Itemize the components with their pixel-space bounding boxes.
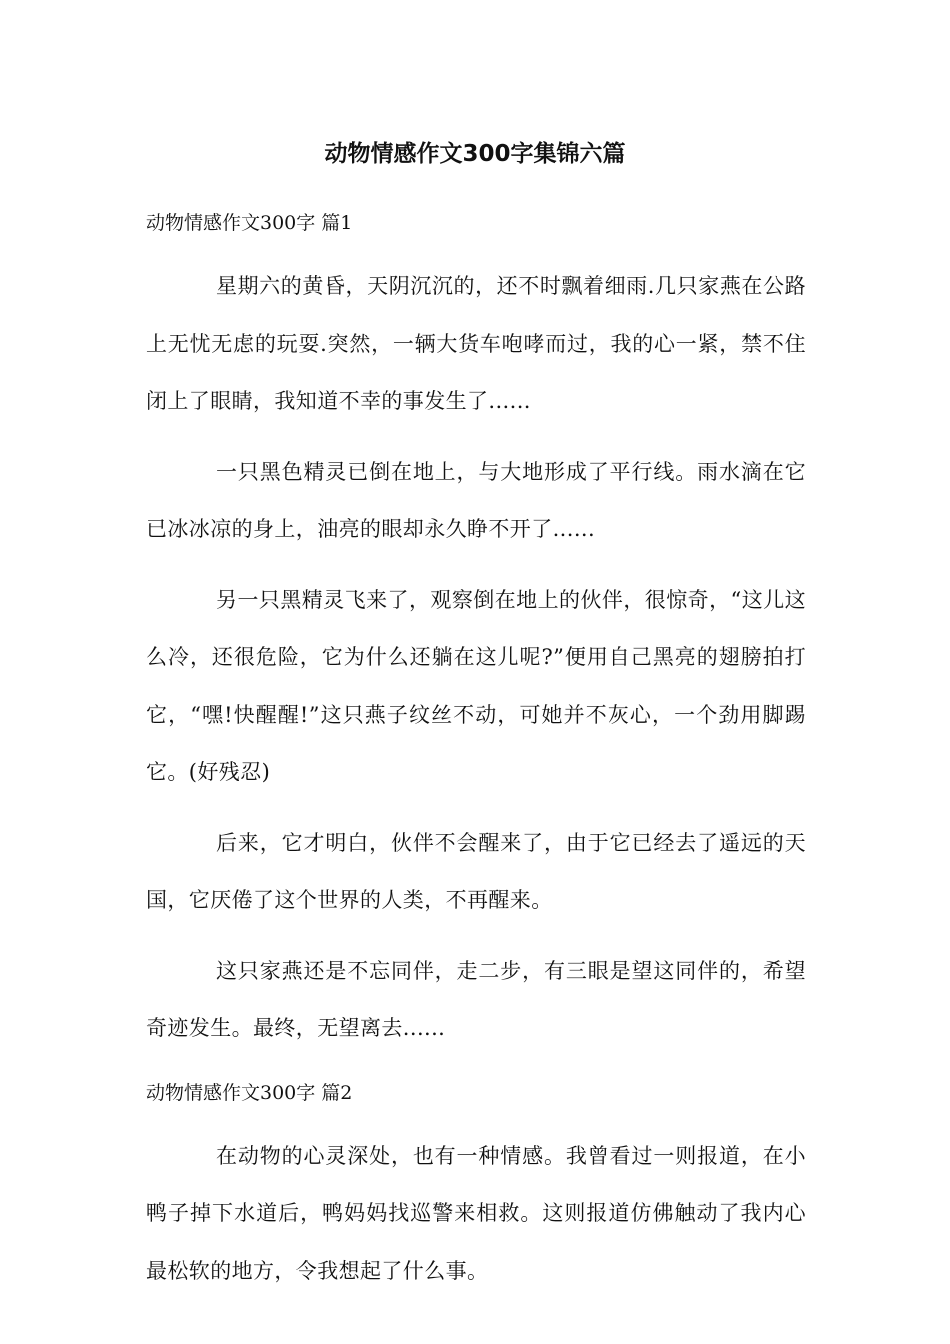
paragraph: 一只黑色精灵已倒在地上，与大地形成了平行线。雨水滴在它已冰冰凉的身上，油亮的眼却永久睁不开了...... xyxy=(146,459,806,541)
paragraph: 在动物的心灵深处，也有一种情感。我曾看过一则报道，在小鸭子掉下水道后，鸭妈妈找巡警来相救。这则报道仿佛触动了我内心最松软的地方，令我想起了什么事。 xyxy=(146,1143,806,1283)
paragraph: 这只家燕还是不忘同伴，走二步，有三眼是望这同伴的，希望奇迹发生。最终，无望离去...... xyxy=(146,958,806,1040)
document-title: 动物情感作文300字集锦六篇 xyxy=(324,141,626,167)
section-heading-2: 动物情感作文300字 篇2 xyxy=(146,1081,353,1104)
paragraph: 后来，它才明白，伙伴不会醒来了，由于它已经去了遥远的天国，它厌倦了这个世界的人类，不再醒来。 xyxy=(146,830,806,912)
paragraph: 星期六的黄昏，天阴沉沉的，还不时飘着细雨.几只家燕在公路上无忧无虑的玩耍.突然，一辆大货车咆哮而过，我的心一紧，禁不住闭上了眼睛，我知道不幸的事发生了...... xyxy=(146,274,806,413)
paragraph: 另一只黑精灵飞来了，观察倒在地上的伙伴，很惊奇，“这儿这么冷，还很危险，它为什么还躺在这儿呢?”便用自己黑亮的翅膀拍打它，“嘿!快醒醒!”这只燕子纹丝不动，可她并不灰心，一个劲用脚踢它。(好残忍) xyxy=(146,587,806,784)
document-body xyxy=(146,201,806,1300)
section-heading-1: 动物情感作文300字 篇1 xyxy=(146,212,353,234)
